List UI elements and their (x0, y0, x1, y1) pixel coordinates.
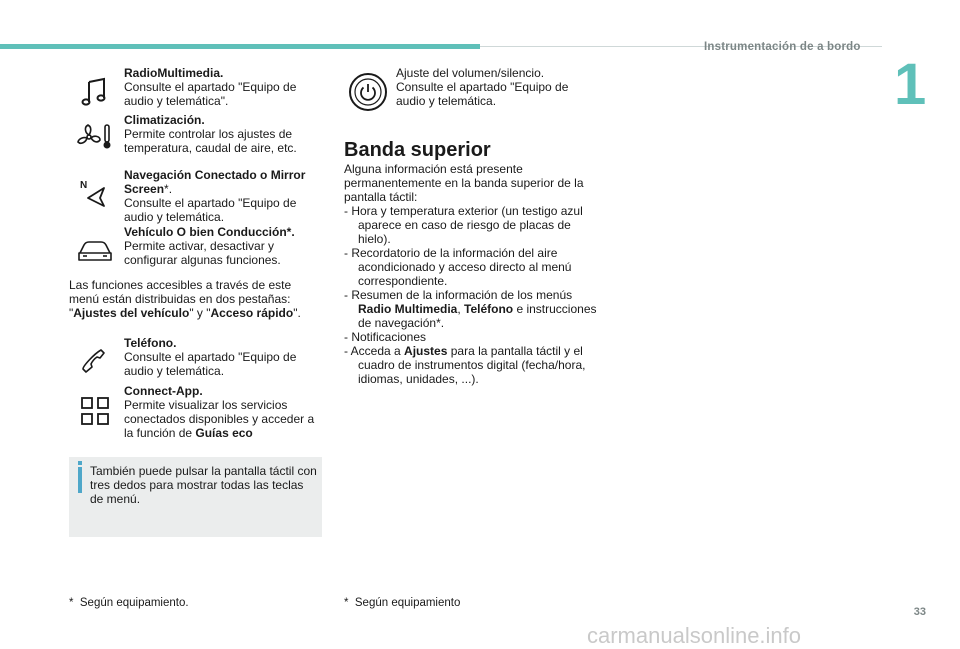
tab-acceso-rapido: Acceso rápido (210, 306, 294, 320)
phone-title: Teléfono. (124, 336, 177, 350)
entry-radio-multimedia (72, 66, 322, 110)
fan-temperature-icon (74, 121, 116, 153)
footnote-left (69, 596, 189, 610)
bullet-notificaciones: - Notificaciones (344, 330, 427, 344)
connect-app-title: Connect-App. (124, 384, 203, 398)
watermark: carmanualsonline.info (587, 623, 802, 648)
tabs-paragraph (69, 278, 319, 320)
climate-title: Climatización. (124, 113, 205, 127)
connect-app-guias-eco: Guías eco (195, 426, 253, 440)
navigation-title-suffix: *. (164, 182, 173, 196)
phone-body: Consulte el apartado "Equipo de audio y telemática. (124, 350, 297, 378)
navigation-arrow-icon (80, 178, 112, 210)
entry-telefono (72, 336, 322, 380)
bullet-resumen-sep: , (457, 302, 465, 316)
bullet-ajustes-text-c: para la pantalla táctil y el cuadro de instrumentos digital (fecha/hora, idiomas, unidades, ...). (358, 344, 586, 386)
radio-body: Consulte el apartado "Equipo de audio y telemática". (124, 80, 297, 108)
bullet-resumen-text-a: - Resumen de la información de los menús (344, 288, 573, 302)
footnote-right-text: Según equipamiento (354, 597, 461, 609)
footnote-left-star: * (69, 597, 74, 609)
tabs-text-a: Las funciones accesibles a través de este menú están distribuidas en dos pestañas: " (69, 278, 292, 320)
footnote-right-star: * (344, 597, 349, 609)
connect-app-body: Permite visualizar los servicios conectados disponibles y acceder a la función de (124, 398, 315, 440)
apps-grid-icon (80, 396, 112, 428)
banda-superior-content (344, 162, 602, 386)
info-icon (78, 461, 82, 465)
entry-volumen (344, 66, 594, 118)
navigation-title-line2: Screen (124, 182, 165, 196)
tab-ajustes-vehiculo: Ajustes del vehículo (73, 306, 190, 320)
volume-body: Ajuste del volumen/silencio. Consulte el apartado "Equipo de audio y telemática. (396, 66, 569, 108)
bullet-hora-temperatura: - Hora y temperatura exterior (un testigo azul aparece en caso de riesgo de placas de hielo). (344, 204, 583, 246)
chapter-number: 1 (894, 52, 927, 117)
info-note-text: También puede pulsar la pantalla táctil con tres dedos para mostrar todas las teclas de menú. (90, 464, 317, 506)
tabs-text-c: ". (293, 306, 301, 320)
heading-banda-superior: Banda superior (344, 139, 491, 161)
bullet-aire-acondicionado: - Recordatorio de la información del aire acondicionado y acceso directo al menú correspondiente. (344, 246, 572, 288)
section-title: Instrumentación de a bordo (704, 41, 861, 53)
radio-title: RadioMultimedia. (124, 66, 224, 80)
entry-connect-app (72, 384, 322, 444)
banda-intro: Alguna información está presente permanentemente en la banda superior de la pantalla táctil: (344, 162, 584, 204)
entry-navegacion (72, 168, 322, 228)
footnote-left-text: Según equipamiento. (79, 597, 189, 609)
info-icon-bar (78, 467, 82, 493)
bullet-radio-multimedia: Radio Multimedia (358, 302, 458, 316)
bullet-telefono: Teléfono (464, 302, 514, 316)
bullet-ajustes (344, 344, 602, 386)
entry-vehiculo (72, 225, 322, 269)
navigation-icon-letter: N (80, 180, 88, 191)
bullet-ajustes-text-a: - Acceda a (344, 344, 405, 358)
power-knob-icon (348, 72, 388, 112)
vehicle-body: Permite activar, desactivar y configurar algunas funciones. (124, 239, 281, 267)
vehicle-title: Vehículo O bien Conducción*. (124, 225, 295, 239)
music-note-icon (80, 76, 112, 108)
bullet-resumen-text-c: e instrucciones de navegación*. (358, 302, 597, 330)
navigation-body: Consulte el apartado "Equipo de audio y telemática. (124, 196, 297, 224)
navigation-title-line1: Navegación Conectado o Mirror (124, 168, 306, 182)
info-note-box (69, 457, 322, 537)
tabs-text-b: " y " (189, 306, 211, 320)
entry-climatizacion (72, 113, 322, 157)
climate-body: Permite controlar los ajustes de temperatura, caudal de aire, etc. (124, 127, 297, 155)
footnote-right (344, 596, 460, 610)
bullet-resumen-menus (344, 288, 602, 330)
page-number: 33 (913, 606, 926, 618)
bullet-ajustes-bold: Ajustes (404, 344, 448, 358)
header-accent-bar (0, 44, 480, 49)
phone-handset-icon (80, 346, 112, 378)
car-icon (76, 235, 114, 267)
